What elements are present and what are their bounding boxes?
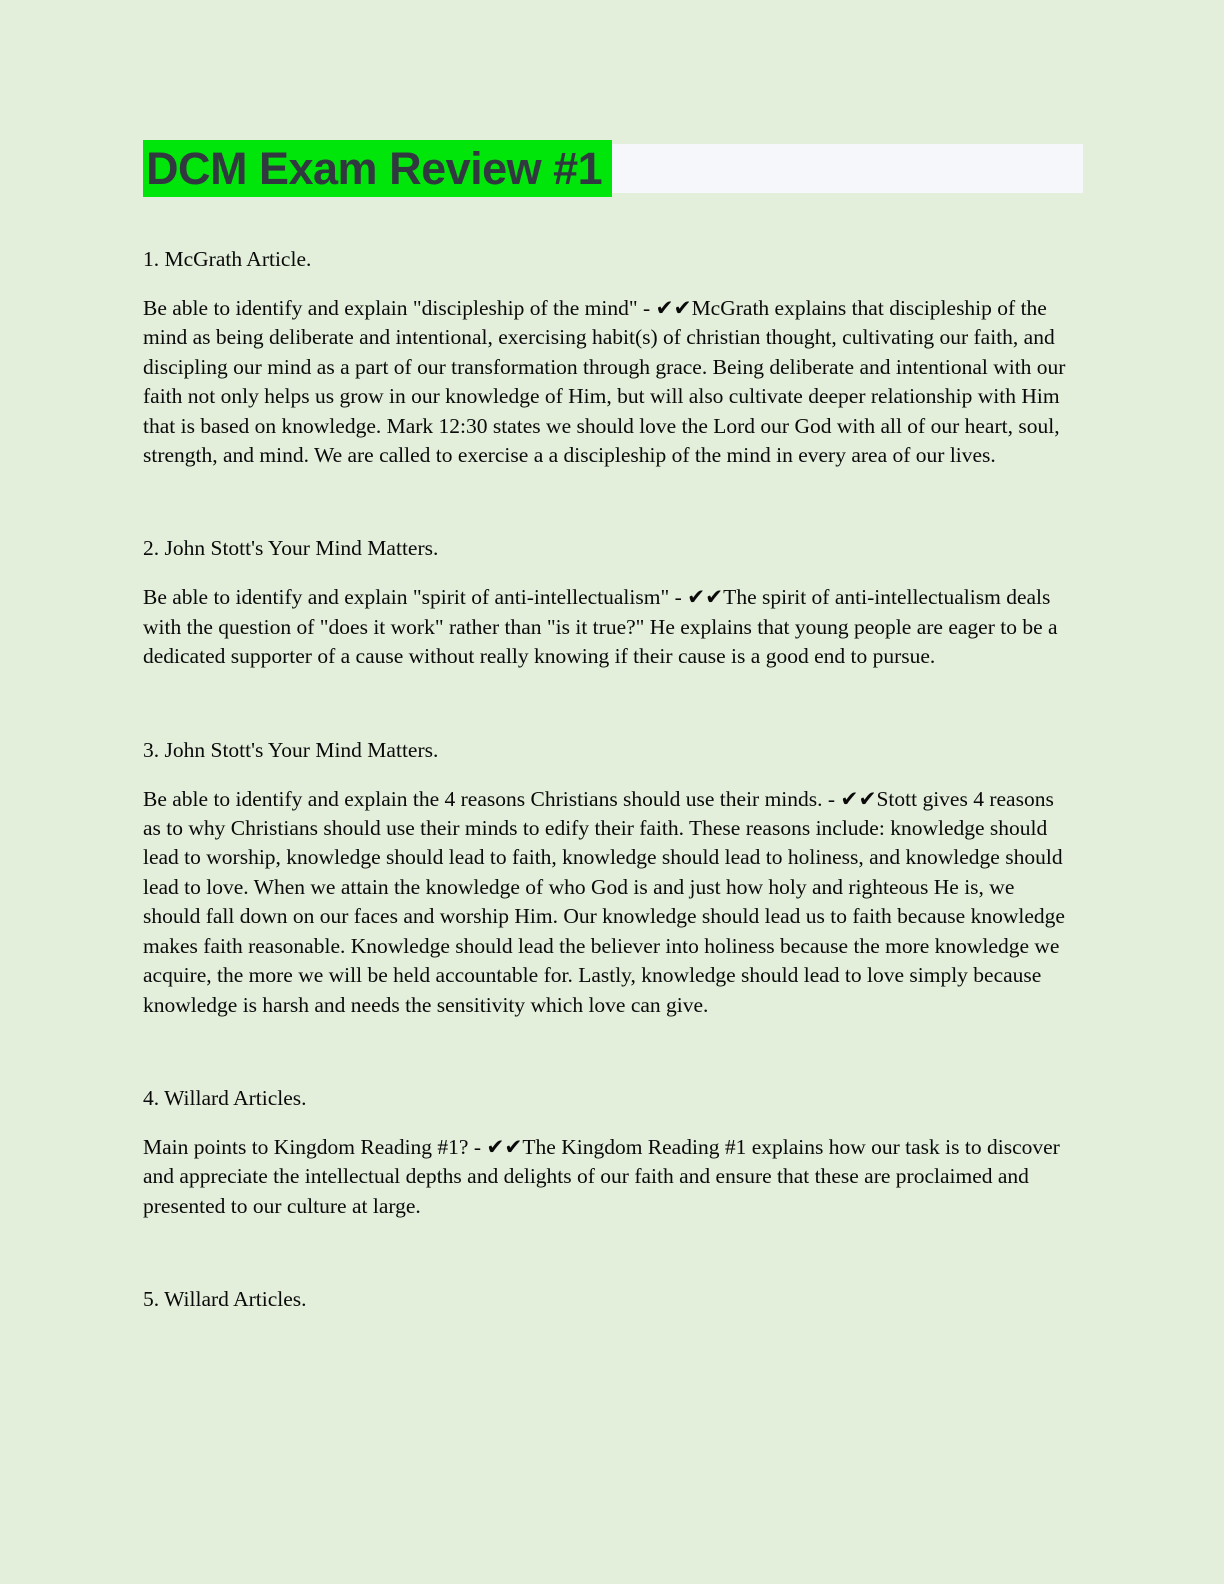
qa-section-5	[143, 1285, 1083, 1314]
qa-section-4	[143, 1084, 1083, 1221]
section-paragraph: Be able to identify and explain the 4 reasons Christians should use their minds. - ✔✔Stott gives 4 reasons as to why Christians should use their minds to edify their faith. These reasons include: knowledge should lead to worship, knowledge should lead to faith, knowledge should lead to holiness, and knowledge should lead to love. When we attain the knowledge of who God is and just how holy and righteous He is, we should fall down on our faces and worship Him. Our knowledge should lead us to faith because knowledge makes faith reasonable. Knowledge should lead the believer into holiness because the more knowledge we acquire, the more we will be held accountable for. Lastly, knowledge should lead to love simply because knowledge is harsh and needs the sensitivity which love can give.	[143, 786, 1065, 1017]
section-paragraph: Main points to Kingdom Reading #1? - ✔✔The Kingdom Reading #1 explains how our task is to discover and appreciate the intellectual depths and delights of our faith and ensure that these are proclaimed and presented to our culture at large.	[143, 1134, 1060, 1218]
document-header	[143, 140, 1083, 197]
section-heading: 4. Willard Articles.	[143, 1085, 307, 1110]
section-heading: 2. John Stott's Your Mind Matters.	[143, 536, 439, 561]
qa-section-1	[143, 245, 1083, 470]
qa-section-2	[143, 534, 1083, 671]
section-paragraph: Be able to identify and explain "spirit of anti-intellectualism" - ✔✔The spirit of anti-intellectualism deals with the question of "does it work" rather than "is it true?" He explains that young people are eager to be a dedicated supporter of a cause without really knowing if their cause is a good end to pursue.	[143, 585, 1058, 669]
page-title: DCM Exam Review #1	[143, 140, 612, 197]
section-heading: 1. McGrath Article.	[143, 247, 312, 271]
qa-section-3	[143, 736, 1083, 1020]
section-heading: 5. Willard Articles.	[143, 1287, 307, 1312]
title-background-bar	[612, 144, 1083, 193]
section-paragraph: Be able to identify and explain "discipleship of the mind" - ✔✔McGrath explains that discipleship of the mind as being deliberate and intentional, exercising habit(s) of christian thought, cultivating our faith, and discipling our mind as a part of our transformation through grace. Being deliberate and intentional with our faith not only helps us grow in our knowledge of Him, but will also cultivate deeper relationship with Him that is based on knowledge. Mark 12:30 states we should love the Lord our God with all of our heart, soul, strength, and mind. We are called to exercise a a discipleship of the mind in every area of our lives.	[143, 296, 1066, 468]
section-heading: 3. John Stott's Your Mind Matters.	[143, 737, 439, 762]
document-content	[143, 140, 1083, 1334]
